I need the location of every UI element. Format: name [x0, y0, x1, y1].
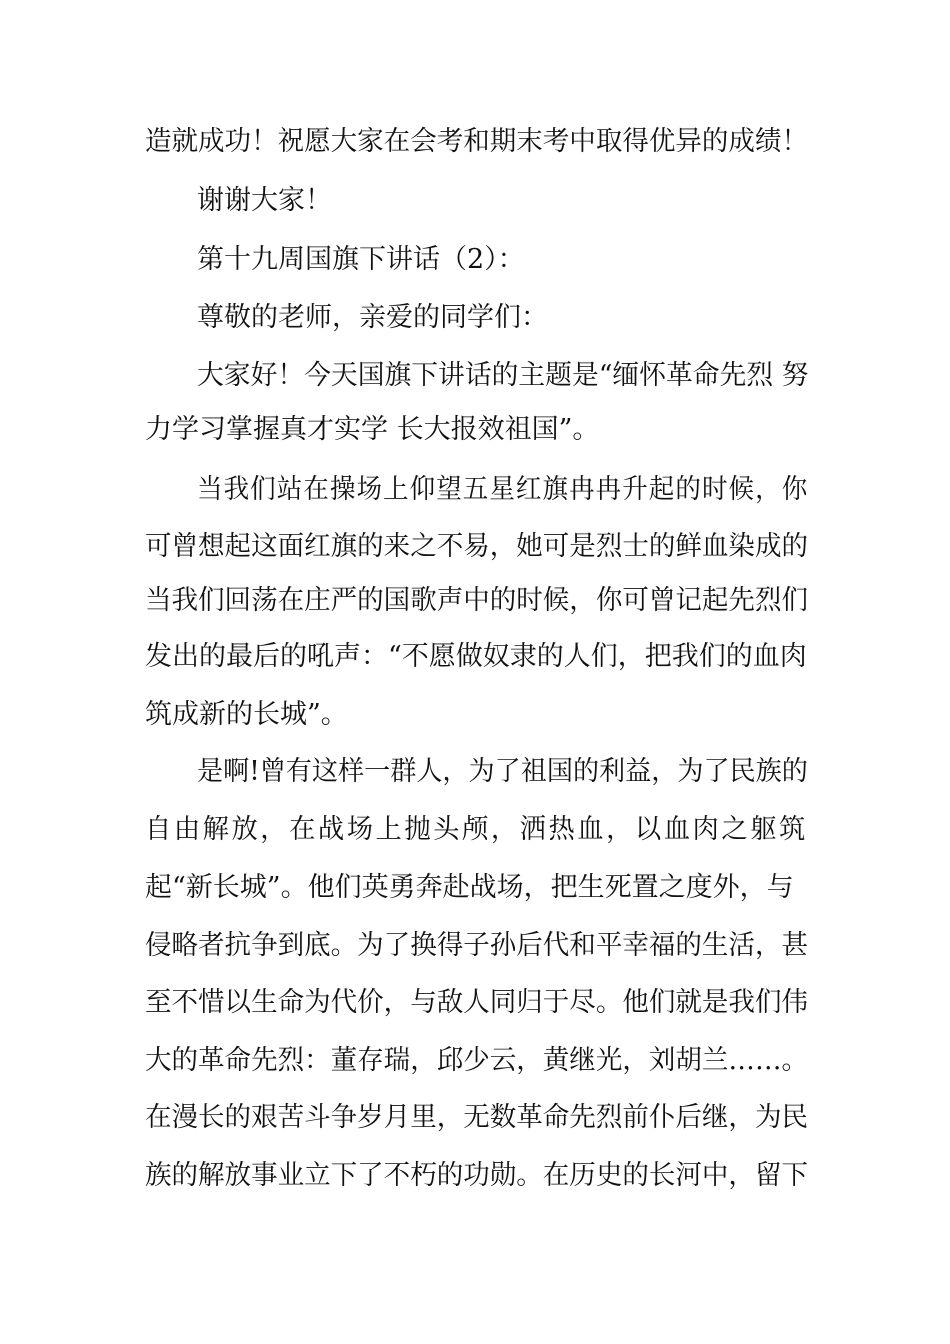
text-line: 当我们回荡在庄严的国歌声中的时候，你可曾记起先烈们	[145, 585, 808, 616]
text-line: 至不惜以生命为代价，与敌人同归于尽。他们就是我们伟	[145, 987, 808, 1018]
text-line: 造就成功！祝愿大家在会考和期末考中取得优异的成绩！	[145, 126, 808, 157]
text-line: 谢谢大家！	[197, 185, 332, 216]
text-line: 在漫长的艰苦斗争岁月里，无数革命先烈前仆后继，为民	[145, 1102, 808, 1133]
text-line: 大家好！今天国旗下讲话的主题是“缅怀革命先烈 努	[197, 360, 809, 391]
text-line: 第十九周国旗下讲话（2）：	[197, 244, 525, 275]
text-line: 自由解放，在战场上抛头颅，洒热血，以血肉之躯筑	[145, 814, 808, 845]
text-line: 侵略者抗争到底。为了换得子孙后代和平幸福的生活，甚	[145, 930, 808, 961]
text-line: 当我们站在操场上仰望五星红旗冉冉升起的时候，你	[197, 474, 809, 505]
text-line: 筑成新的长城”。	[145, 699, 348, 730]
text-line: 力学习掌握真才实学 长大报效祖国”。	[145, 414, 600, 445]
text-line: 大的革命先烈：董存瑞，邱少云，黄继光，刘胡兰……。	[145, 1045, 808, 1076]
text-line: 族的解放事业立下了不朽的功勋。在历史的长河中，留下	[145, 1160, 808, 1191]
text-line: 发出的最后的吼声：“不愿做奴隶的人们，把我们的血肉	[145, 641, 807, 672]
text-line: 起“新长城”。他们英勇奔赴战场，把生死置之度外，与	[145, 872, 794, 903]
text-line: 是啊!曾有这样一群人，为了祖国的利益，为了民族的	[197, 756, 808, 787]
text-line: 可曾想起这面红旗的来之不易，她可是烈士的鲜血染成的	[145, 531, 808, 562]
text-line: 尊敬的老师，亲爱的同学们：	[197, 302, 548, 333]
